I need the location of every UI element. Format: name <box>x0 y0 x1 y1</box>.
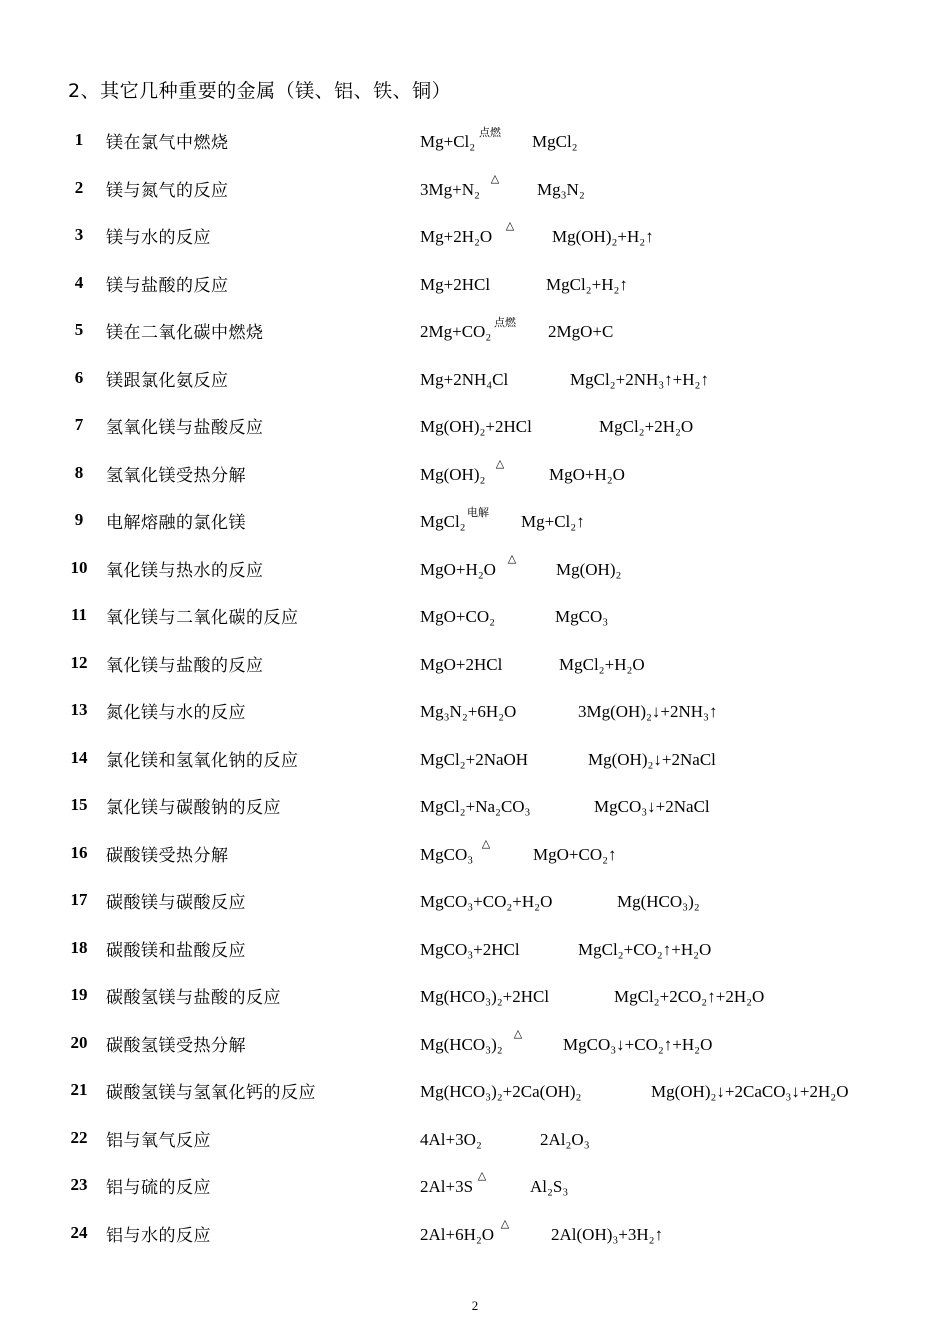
reaction-row <box>0 1078 950 1118</box>
reaction-number: 5 <box>74 320 84 339</box>
reaction-number: 21 <box>70 1080 88 1099</box>
reactants: MgO+2HCl <box>420 654 503 674</box>
reaction-number: 10 <box>70 557 88 577</box>
reaction-row <box>0 413 950 453</box>
reaction-row <box>0 603 950 643</box>
reactants: MgCl₂+Na₂CO₃ <box>420 797 531 816</box>
reaction-description: 氯化镁与碳酸钠的反应 <box>106 798 281 818</box>
reaction-row <box>0 1126 950 1166</box>
reaction-condition: △ <box>490 171 500 185</box>
reaction-description: 氢氧化镁与盐酸反应 <box>106 418 264 438</box>
reaction-number: 24 <box>70 1222 88 1242</box>
reaction-row <box>0 1026 950 1071</box>
products: Mg(HCO₃)₂ <box>617 892 700 911</box>
products: Mg(OH)₂+H₂↑ <box>552 227 654 246</box>
reaction-description: 铝与水的反应 <box>106 1225 211 1246</box>
reactants: Mg+2HCl <box>420 274 491 294</box>
reaction-condition: 电解 <box>467 506 489 519</box>
reaction-description: 氧化镁与盐酸的反应 <box>106 655 264 676</box>
products: Mg(OH)₂↓+2CaCO₃↓+2H₂O <box>651 1082 849 1101</box>
reactants: MgCO₃ <box>420 844 474 864</box>
section-heading: 2、其它几种重要的金属（镁、铝、铁、铜） <box>68 80 452 102</box>
reaction-description: 碳酸氢镁与盐酸的反应 <box>106 988 281 1008</box>
reactants: Mg(HCO₃)₂ <box>420 1034 503 1054</box>
reaction-row <box>0 1216 950 1261</box>
products: Mg(OH)₂ <box>556 559 622 579</box>
products: 2Al₂O₃ <box>540 1129 590 1149</box>
reaction-number: 7 <box>74 415 84 434</box>
reaction-description: 镁在氯气中燃烧 <box>106 133 229 153</box>
reactants: MgCl₂ <box>420 512 466 531</box>
products: MgCl₂+H₂O <box>559 654 645 674</box>
products: MgCl₂+2H₂O <box>599 417 694 436</box>
reactants: 2Mg+CO₂ <box>420 322 492 341</box>
reactants: 2Al+6H₂O <box>420 1224 495 1244</box>
reaction-condition: 点燃 <box>479 126 501 139</box>
reaction-row <box>0 219 950 263</box>
reaction-row <box>0 888 950 928</box>
reactants: Mg(HCO₃)₂+2HCl <box>420 987 550 1006</box>
products: Al₂S₃ <box>530 1177 569 1196</box>
reaction-number: 9 <box>74 510 84 529</box>
reaction-row <box>0 1169 950 1213</box>
reactants: Mg(OH)₂ <box>420 464 486 484</box>
reaction-description: 镁在二氧化碳中燃烧 <box>106 323 264 343</box>
products: MgCl₂ <box>532 132 578 151</box>
reaction-description: 氧化镁与热水的反应 <box>106 560 264 581</box>
reaction-row <box>0 171 950 216</box>
reaction-row <box>0 271 950 311</box>
products: MgO+CO₂↑ <box>533 844 617 864</box>
reactants: MgO+H₂O <box>420 559 496 579</box>
products: MgCO₃↓+2NaCl <box>594 797 710 816</box>
reaction-number: 6 <box>74 367 84 387</box>
reactants: Mg+Cl₂ <box>420 132 476 151</box>
products: MgCl₂+2NH₃↑+H₂↑ <box>570 369 709 389</box>
reaction-number: 1 <box>74 130 84 149</box>
reaction-number: 11 <box>70 605 88 624</box>
products: MgCl₂+CO₂↑+H₂O <box>578 939 712 959</box>
reaction-condition: △ <box>477 1169 487 1182</box>
reactants: MgCl₂+2NaOH <box>420 749 529 769</box>
reaction-number: 22 <box>70 1127 88 1147</box>
products: 2MgO+C <box>548 322 614 341</box>
reaction-row <box>0 128 950 168</box>
products: MgO+H₂O <box>549 464 625 484</box>
reaction-description: 碳酸镁受热分解 <box>106 845 229 866</box>
reaction-row <box>0 366 950 406</box>
reaction-condition: △ <box>505 219 515 232</box>
reaction-description: 镁跟氯化氨反应 <box>106 370 229 391</box>
reaction-condition: △ <box>500 1216 510 1230</box>
reaction-row <box>0 936 950 976</box>
reaction-row <box>0 983 950 1023</box>
reaction-condition: △ <box>513 1026 523 1040</box>
reaction-description: 氯化镁和氢氧化钠的反应 <box>106 750 299 771</box>
reaction-number: 20 <box>70 1032 88 1052</box>
reactants: MgCO₃+CO₂+H₂O <box>420 892 553 911</box>
reaction-number: 3 <box>74 225 84 244</box>
reaction-row <box>0 746 950 786</box>
products: Mg+Cl₂↑ <box>521 512 585 531</box>
products: Mg₃N₂ <box>537 179 585 199</box>
reactants: Mg₃N₂+6H₂O <box>420 702 517 721</box>
products: MgCO₃↓+CO₂↑+H₂O <box>563 1034 713 1054</box>
reaction-condition: △ <box>507 551 517 565</box>
reaction-number: 23 <box>70 1175 88 1194</box>
reactants: Mg(HCO₃)₂+2Ca(OH)₂ <box>420 1082 582 1101</box>
reaction-description: 氧化镁与二氧化碳的反应 <box>106 608 299 628</box>
reaction-number: 13 <box>70 700 88 719</box>
reactants: MgCO₃+2HCl <box>420 939 520 959</box>
reaction-description: 碳酸氢镁与氢氧化钙的反应 <box>106 1083 316 1103</box>
products: Mg(OH)₂↓+2NaCl <box>588 749 716 769</box>
reaction-description: 铝与氧气反应 <box>106 1130 211 1151</box>
reaction-number: 2 <box>74 177 84 197</box>
products: MgCl₂+2CO₂↑+2H₂O <box>614 987 765 1006</box>
reaction-row <box>0 508 950 548</box>
reactants: 2Al+3S <box>420 1177 474 1196</box>
reaction-condition: 点燃 <box>494 316 516 329</box>
reactants: 3Mg+N₂ <box>420 179 480 199</box>
reaction-description: 镁与水的反应 <box>106 228 211 248</box>
products: 2Al(OH)₃+3H₂↑ <box>551 1224 664 1244</box>
reaction-description: 氢氧化镁受热分解 <box>106 465 246 486</box>
reaction-number: 8 <box>74 462 84 482</box>
reactants: 4Al+3O₂ <box>420 1129 482 1149</box>
products: 3Mg(OH)₂↓+2NH₃↑ <box>578 702 718 721</box>
reaction-number: 14 <box>70 747 88 767</box>
reaction-description: 镁与氮气的反应 <box>106 180 229 201</box>
reaction-condition: △ <box>495 456 505 470</box>
reaction-number: 16 <box>70 842 88 862</box>
reactants: Mg+2H₂O <box>420 227 493 246</box>
reaction-row <box>0 318 950 358</box>
reaction-row <box>0 456 950 501</box>
reactants: Mg(OH)₂+2HCl <box>420 417 532 436</box>
reaction-description: 碳酸镁与碳酸反应 <box>106 893 246 913</box>
reaction-description: 碳酸镁和盐酸反应 <box>106 940 246 961</box>
products: MgCl₂+H₂↑ <box>546 274 628 294</box>
reaction-number: 12 <box>70 652 88 672</box>
products: MgCO₃ <box>555 607 609 626</box>
reaction-row <box>0 698 950 738</box>
reaction-row <box>0 793 950 833</box>
reaction-row <box>0 651 950 691</box>
reaction-description: 碳酸氢镁受热分解 <box>106 1035 246 1056</box>
reaction-condition: △ <box>481 836 491 850</box>
reaction-description: 镁与盐酸的反应 <box>106 275 229 296</box>
reaction-number: 18 <box>70 937 88 957</box>
page-number: 2 <box>471 1298 479 1313</box>
reaction-number: 19 <box>70 985 88 1004</box>
reactants: Mg+2NH₄Cl <box>420 369 509 389</box>
reaction-number: 4 <box>74 272 84 292</box>
reaction-number: 17 <box>70 890 88 909</box>
reaction-row <box>0 836 950 881</box>
reaction-number: 15 <box>70 795 88 814</box>
reaction-row <box>0 551 950 596</box>
reaction-description: 铝与硫的反应 <box>106 1178 211 1198</box>
reaction-description: 氮化镁与水的反应 <box>106 703 246 723</box>
reaction-description: 电解熔融的氯化镁 <box>106 513 246 533</box>
reactants: MgO+CO₂ <box>420 607 496 626</box>
